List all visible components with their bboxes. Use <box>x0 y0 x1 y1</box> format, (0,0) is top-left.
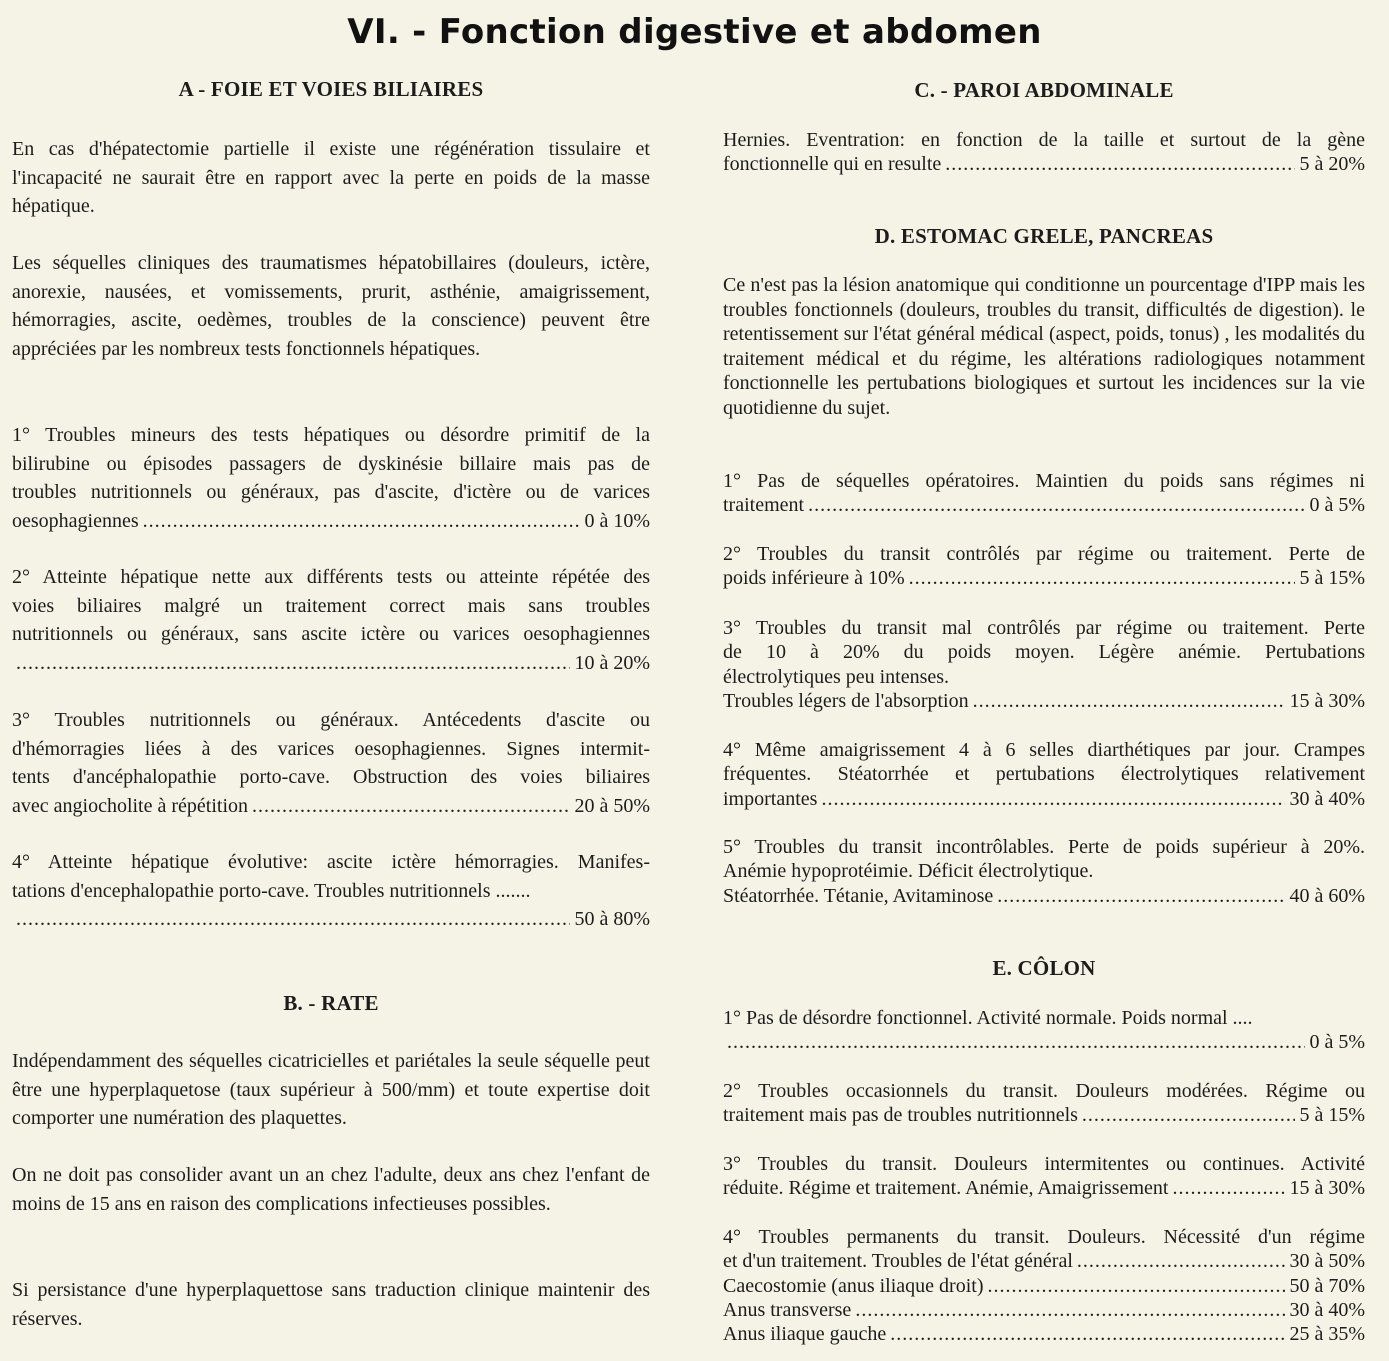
item-leader-line <box>723 1103 1365 1127</box>
item-line: 2° Troubles du transit contrôlés par régime ou traitement. Perte de <box>723 543 1365 565</box>
leader-dots <box>1082 1103 1296 1127</box>
leader-dots <box>143 507 581 536</box>
leader-dots <box>997 884 1285 908</box>
percentage-value: 15 à 30% <box>1289 689 1365 712</box>
leader-dots <box>821 787 1285 811</box>
leader-dots <box>987 1274 1285 1298</box>
leader-label: Anus transverse <box>723 1298 852 1321</box>
section-d-intro: Ce n'est pas la lésion anatomique qui conditionne un pourcentage d'IPP mais les troubles fonctionnels (douleurs, troubles du transit, difficultés de digestion). le retentissement sur l'état général médical (aspect, poids, tonus) , les modalités du traitement médical et du régime, les altérations radiologiques notamment fonctionnelle les pertubations biologiques et surtout les incidences sur la vie quotidienne du sujet. <box>723 274 1365 419</box>
section-e-item-1 <box>723 1006 1365 1055</box>
leader-label: Troubles légers de l'absorption <box>723 689 969 712</box>
section-e-item-3 <box>723 1152 1365 1201</box>
section-a-heading: A - FOIE ET VOIES BILIAIRES <box>178 77 484 101</box>
item-line: 4° Atteinte hépatique évolutive: ascite ictère hémorragies. Manifes- <box>12 851 650 873</box>
leader-label: réduite. Régime et traitement. Anémie, Amaigrissement <box>723 1177 1169 1200</box>
percentage-value: 40 à 60% <box>1289 884 1365 907</box>
item-leader-line <box>723 1298 1365 1322</box>
item-leader-line <box>723 493 1365 517</box>
item-line: tations d'encephalopathie porto-cave. Troubles nutritionnels ....... <box>12 879 531 902</box>
section-c-text <box>723 128 1365 177</box>
section-e-heading: E. CÔLON <box>992 956 1096 980</box>
item-leader-line <box>723 152 1365 176</box>
item-line: 1° Pas de séquelles opératoires. Maintien du poids sans régimes ni <box>723 470 1365 492</box>
leader-dots <box>1077 1249 1286 1273</box>
item-leader-line <box>723 884 1365 908</box>
section-e-item-4 <box>723 1225 1365 1346</box>
item-line: de 10 à 20% du poids moyen. Légère anémie. Pertubations <box>723 641 1365 664</box>
percentage-value: 50 à 70% <box>1289 1274 1365 1297</box>
section-a-item-4 <box>12 848 650 934</box>
item-line: 3° Troubles du transit mal contrôlés par régime ou traitement. Perte <box>723 617 1365 639</box>
leader-label: traitement mais pas de troubles nutritionnels <box>723 1104 1078 1127</box>
leader-dots <box>252 792 570 821</box>
percentage-value: 30 à 40% <box>1289 787 1365 810</box>
percentage-value: 10 à 20% <box>574 651 650 674</box>
section-b-heading: B. - RATE <box>283 991 379 1015</box>
leader-label: traitement <box>723 494 805 517</box>
percentage-value: 5 à 20% <box>1299 153 1365 176</box>
leader-label: Anus iliaque gauche <box>723 1323 887 1346</box>
item-line: 1° Troubles mineurs des tests hépatiques ou désordre primitif de la <box>12 424 650 446</box>
item-leader-line <box>12 792 650 821</box>
leader-dots <box>1172 1176 1285 1200</box>
section-d-item-2 <box>723 542 1365 591</box>
leader-label: oesophagiennes <box>12 509 139 532</box>
percentage-value: 20 à 50% <box>574 794 650 817</box>
item-leader-line <box>723 1030 1365 1054</box>
item-line: 2° Atteinte hépatique nette aux différents tests ou atteinte répétée des <box>12 566 650 588</box>
item-line: 1° Pas de désordre fonctionnel. Activité normale. Poids normal .... <box>723 1007 1253 1029</box>
item-line: nutritionnels ou généraux, sans ascite ictère ou varices oesophagiennes <box>12 623 650 646</box>
item-line: d'hémorragies liées à des varices oesophagiennes. Signes intermit- <box>12 737 650 760</box>
section-b-para-2: On ne doit pas consolider avant un an chez l'adulte, deux ans chez l'enfant de moins de 15 ans en raison des complications infectieuses possibles. <box>12 1164 650 1215</box>
item-line: 5° Troubles du transit incontrôlables. Perte de poids supérieur à 20%. <box>723 836 1365 858</box>
section-e-item-2 <box>723 1079 1365 1128</box>
section-a-intro-2: Les séquelles cliniques des traumatismes hépatobillaires (douleurs, ictère, anorexie, nausées, et vomissements, prurit, asthénie, amaigrissement, hémorragies, ascite, oedèmes, troubles de la conscience) peuvent être appréciées par les nombreux tests fonctionnels hépatiques. <box>12 252 650 360</box>
item-line: voies biliaires malgré un traitement correct mais sans troubles <box>12 594 650 617</box>
item-line: 2° Troubles occasionnels du transit. Douleurs modérées. Régime ou <box>723 1080 1365 1102</box>
section-a-intro-1: En cas d'hépatectomie partielle il existe une régénération tissulaire et l'incapacité ne saurait être en rapport avec la perte en poids de la masse hépatique. <box>12 138 650 218</box>
leader-dots <box>973 689 1286 713</box>
section-d-item-1 <box>723 469 1365 518</box>
leader-label: Caecostomie (anus iliaque droit) <box>723 1274 984 1297</box>
leader-dots <box>855 1298 1285 1322</box>
item-leader-line <box>723 787 1365 811</box>
item-line: électrolytiques peu intenses. <box>723 665 950 688</box>
leader-label: avec angiocholite à répétition <box>12 794 249 817</box>
item-line: troubles nutritionnels ou généraux, pas d'ascite, d'ictère ou de varices <box>12 481 650 504</box>
item-leader-line <box>12 905 650 934</box>
item-line: fréquentes. Stéatorrhée et pertubations électrolytiques relativement <box>723 763 1365 786</box>
percentage-value: 30 à 50% <box>1289 1250 1365 1273</box>
section-a-item-1 <box>12 421 650 535</box>
leader-dots <box>16 905 570 934</box>
percentage-value: 25 à 35% <box>1289 1323 1365 1346</box>
leader-label: et d'un traitement. Troubles de l'état général <box>723 1250 1073 1273</box>
item-line: Anémie hypoprotéimie. Déficit électrolytique. <box>723 860 1094 883</box>
percentage-value: 15 à 30% <box>1289 1177 1365 1200</box>
section-d-item-3 <box>723 616 1365 713</box>
leader-dots <box>808 493 1305 517</box>
item-leader-line <box>723 1274 1365 1298</box>
leader-label: poids inférieure à 10% <box>723 567 905 590</box>
leader-dots <box>945 152 1295 176</box>
percentage-value: 0 à 10% <box>584 509 650 532</box>
item-line: 4° Troubles permanents du transit. Douleurs. Nécessité d'un régime <box>723 1226 1365 1248</box>
percentage-value: 5 à 15% <box>1299 567 1365 590</box>
leader-dots <box>909 566 1296 590</box>
section-a-item-2 <box>12 563 650 677</box>
percentage-value: 5 à 15% <box>1299 1104 1365 1127</box>
item-leader-line <box>723 1322 1365 1346</box>
item-line: Hernies. Eventration: en fonction de la taille et surtout de la gène <box>723 129 1365 151</box>
section-d-heading: D. ESTOMAC GRELE, PANCREAS <box>874 224 1214 248</box>
percentage-value: 50 à 80% <box>574 908 650 931</box>
leader-dots <box>727 1030 1305 1054</box>
percentage-value: 0 à 5% <box>1309 1031 1365 1054</box>
section-d-item-4 <box>723 738 1365 811</box>
leader-label: fonctionnelle qui en resulte <box>723 153 942 176</box>
item-leader-line <box>723 689 1365 713</box>
section-b-para-3: Si persistance d'une hyperplaquettose sans traduction clinique maintenir des réserves. <box>12 1279 650 1330</box>
item-leader-line <box>723 1249 1365 1273</box>
item-line: bilirubine ou épisodes passagers de dyskinésie billaire mais pas de <box>12 452 650 475</box>
section-b-para-1: Indépendamment des séquelles cicatricielles et pariétales la seule séquelle peut être une hyperplaquetose (taux supérieur à 500/mm) et toute expertise doit comporter une numération des plaquettes. <box>12 1050 650 1130</box>
leader-dots <box>890 1322 1285 1346</box>
percentage-value: 30 à 40% <box>1289 1298 1365 1321</box>
item-leader-line <box>723 1176 1365 1200</box>
item-line: tents d'ancéphalopathie porto-cave. Obstruction des voies biliaires <box>12 766 650 789</box>
page-title: VI. - Fonction digestive et abdomen <box>347 12 1042 52</box>
section-c-heading: C. - PAROI ABDOMINALE <box>914 78 1174 102</box>
item-line: 4° Même amaigrissement 4 à 6 selles diarthétiques par jour. Crampes <box>723 739 1365 761</box>
section-a-item-3 <box>12 706 650 820</box>
leader-label: Stéatorrhée. Tétanie, Avitaminose <box>723 884 994 907</box>
item-leader-line <box>12 507 650 536</box>
item-leader-line <box>12 649 650 678</box>
item-line: 3° Troubles du transit. Douleurs intermitentes ou continues. Activité <box>723 1153 1365 1175</box>
percentage-value: 0 à 5% <box>1309 494 1365 517</box>
item-line: 3° Troubles nutritionnels ou généraux. Antécedents d'ascite ou <box>12 709 650 731</box>
item-leader-line <box>723 566 1365 590</box>
leader-dots <box>16 649 570 678</box>
leader-label: importantes <box>723 787 818 810</box>
section-d-item-5 <box>723 835 1365 908</box>
